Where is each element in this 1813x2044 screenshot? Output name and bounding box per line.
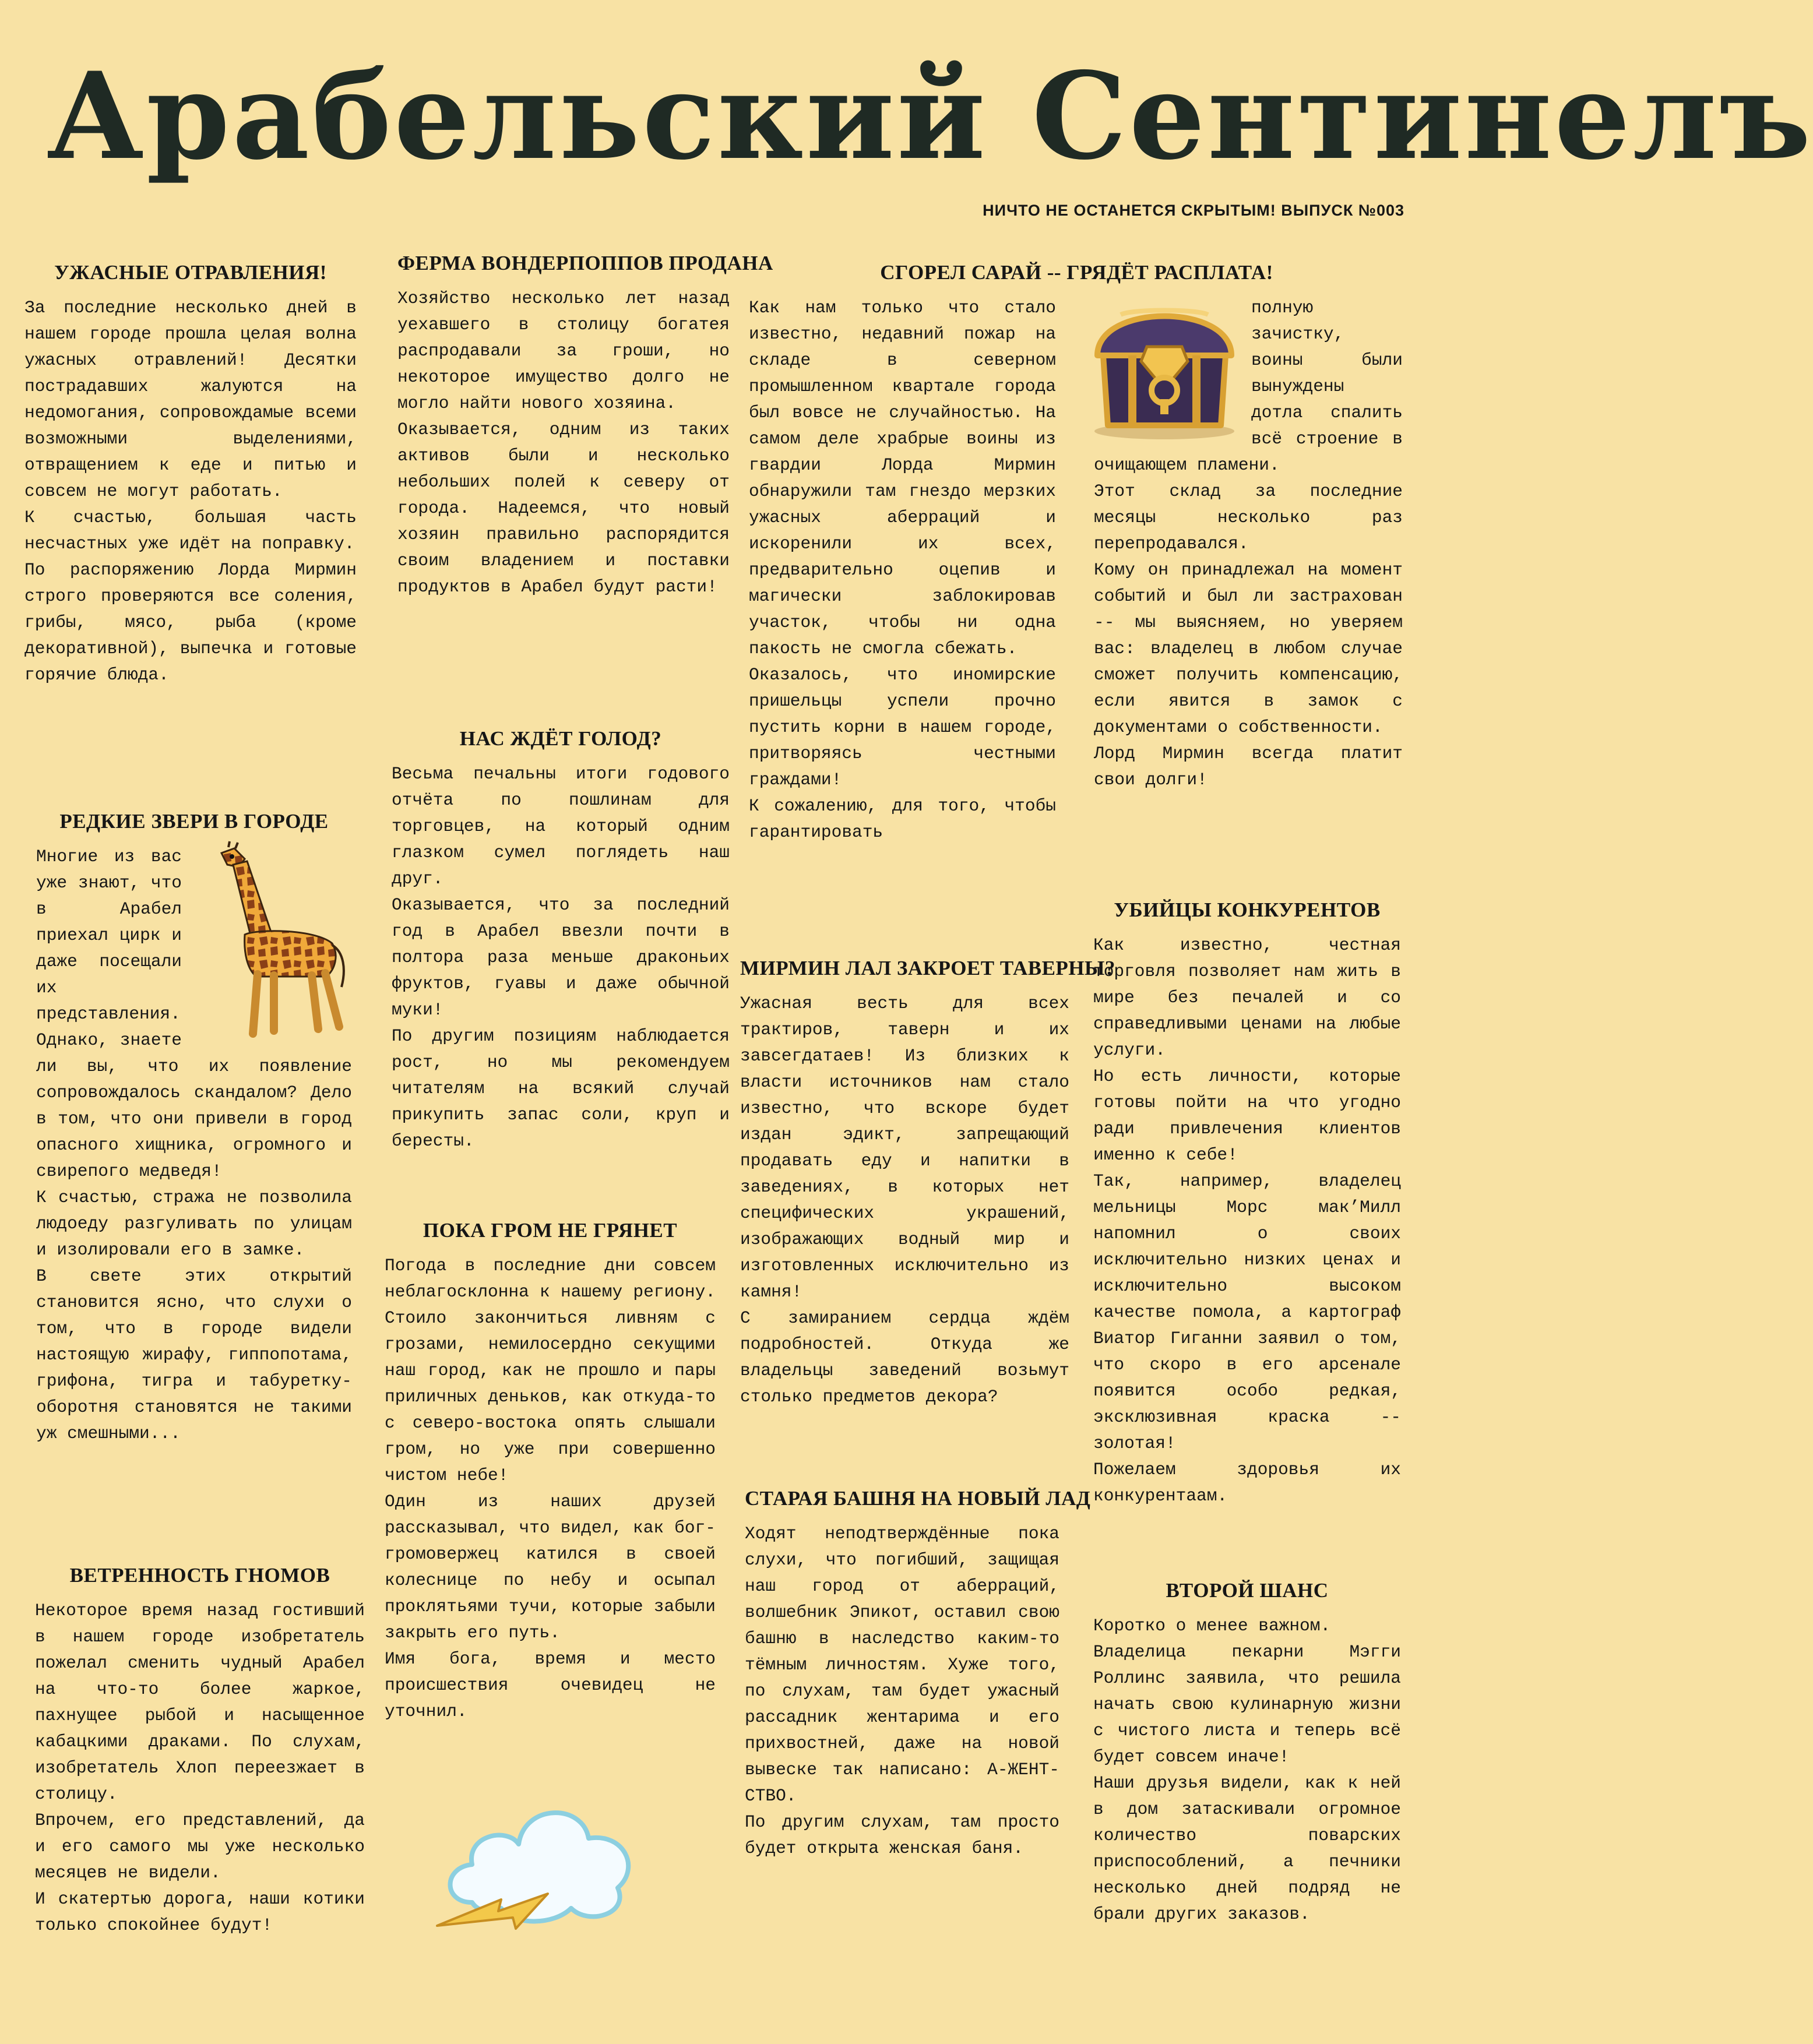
article-body xyxy=(745,1521,1059,1862)
paragraph: За последние несколько дней в нашем городе прошла целая волна ужасных отравлений! Десятки пострадавших жалуются на недомогания, сопровождамые всеми возможными выделениями, отвращением к еде и питью и совсем не могут работать. xyxy=(24,298,357,501)
paragraph: Оказывается, одним из таких активов были и несколько небольших полей к северу от города. Надеемся, что новый хозяин правильно распорядится своим владением и поставки продуктов в Арабел будут расти! xyxy=(397,420,730,597)
paragraph: И скатертью дорога, наши котики только спокойнее будут! xyxy=(35,1889,365,1935)
paragraph: С замиранием сердца ждём подробностей. Откуда же владельцы заведений возьмут столько предметов декора? xyxy=(740,1308,1069,1407)
paragraph: К сожалению, для того, чтобы гарантировать xyxy=(749,796,1056,842)
article-title: УЖАСНЫЕ ОТРАВЛЕНИЯ! xyxy=(54,261,327,284)
paragraph: Погода в последние дни совсем неблагосклонна к нашему региону. Стоило закончиться ливням с грозами, немилосердно секущими наш город, как не прошло и пары приличных деньков, как откуда-то с северо-востока опять слышали гром, но уже при совершенно чистом небе! xyxy=(385,1256,716,1485)
article-body xyxy=(740,991,1069,1410)
article-title: МИРМИН ЛАЛ ЗАКРОЕТ ТАВЕРНЫ? xyxy=(740,957,1115,979)
article-body xyxy=(749,295,1056,845)
paragraph: Пожелаем здоровья их конкурентаам. xyxy=(1093,1460,1401,1506)
paragraph: Один из наших друзей рассказывал, что видел, как бог-громовержец катился в своей колеснице по небу и осыпал проклятьями тучи, которые забыли закрыть его путь. xyxy=(385,1492,716,1643)
article-killers xyxy=(1093,898,1401,1509)
paragraph: Как известно, честная торговля позволяет нам жить в мире без печалей и со справедливыми ценами на любые услуги. xyxy=(1093,935,1401,1060)
paragraph: Кому он принадлежал на момент событий и был ли застрахован -- мы выясняем, но уверяем вас: владелец в любом случае сможет получить компенсацию, если явится в замок с документами о собственности. xyxy=(1094,560,1403,737)
paragraph: В свете этих открытий становится ясно, что слухи о том, что в городе видели настоящую жирафу, гиппопотама, грифона, тигра и табуретку-оборотня становятся не такими уж смешными... xyxy=(36,1266,352,1443)
paragraph: Имя бога, время и место происшествия очевидец не уточнил. xyxy=(385,1649,716,1721)
paragraph: Этот склад за последние месяцы несколько раз перепродавался. xyxy=(1094,481,1403,554)
article-body xyxy=(35,1598,365,1939)
paragraph: полную зачистку, воины были вынуждены дотла спалить всё строение в очищающем пламени. xyxy=(1094,298,1403,475)
article-taverns xyxy=(740,957,1115,1410)
article-second-chance xyxy=(1093,1579,1401,1927)
paragraph: По распоряжению Лорда Мирмин строго проверяются все соления, грибы, мясо, рыба (кроме декоративной), выпечка и готовые горячие блюда. xyxy=(24,560,357,685)
article-tower xyxy=(745,1487,1091,1862)
paragraph: Оказалось, что иномирские пришельцы успели прочно пустить корни в нашем городе, притворяясь честными граждами! xyxy=(749,665,1056,790)
paragraph: По другим позициям наблюдается рост, но мы рекомендуем читателям на всякий случай прикупить запас соли, круп и бересты. xyxy=(392,1026,730,1151)
article-rare-beasts xyxy=(36,810,352,1447)
article-title: СГОРЕЛ САРАЙ -- ГРЯДЁТ РАСПЛАТА! xyxy=(880,261,1273,284)
paragraph: Некоторое время назад гостивший в нашем городе изобретатель пожелал сменить чудный Арабел на что-то более жаркое, пахнущее рыбой и насыщенное кабацкими драками. По слухам, изобретатель Хлоп переезжает в столицу. xyxy=(35,1601,365,1804)
article-title: УБИЙЦЫ КОНКУРЕНТОВ xyxy=(1114,898,1381,921)
paragraph: К счастью, стража не позволила людоеду разгуливать по улицам и изолировали его в замке. xyxy=(36,1187,352,1260)
paragraph: Наши друзья видели, как к ней в дом затаскивали огромное количество поварских приспособлений, а печники несколько дней подряд не брали других заказов. xyxy=(1093,1773,1401,1924)
article-body xyxy=(1093,932,1401,1509)
paragraph: Ужасная весть для всех трактиров, таверн и их завсегдатаев! Из близких к власти источников нам стало известно, что вскоре будет издан эдикт, запрещающий продавать еду и напитки в заведениях, в которых нет специфических украшений, изображающих водный мир и изготовленных исключительно из камня! xyxy=(740,993,1069,1302)
paragraph: Как нам только что стало известно, недавний пожар на складе в северном промышленном квартале города был вовсе не случайностью. На самом деле храбрые воины из гвардии Лорда Мирмин обнаружили там гнездо мерзких ужасных аберраций и искоренили их всех, предварительно оцепив и магически заблокировав участок, чтобы ни одна пакость не смогла сбежать. xyxy=(749,298,1056,658)
paragraph: Владелица пекарни Мэгги Роллинс заявила, что решила начать свою кулинарную жизни с чистого листа и теперь всё будет совсем иначе! xyxy=(1093,1642,1401,1767)
article-poisoning xyxy=(24,261,357,688)
article-title: СТАРАЯ БАШНЯ НА НОВЫЙ ЛАД xyxy=(745,1487,1091,1510)
article-famine xyxy=(392,727,730,1154)
issue-line: НИЧТО НЕ ОСТАНЕТСЯ СКРЫТЫМ! ВЫПУСК №003 xyxy=(983,202,1404,219)
article-body xyxy=(385,1253,716,1725)
giraffe-icon xyxy=(186,841,355,1039)
article-title: ФЕРМА ВОНДЕРПОППОВ ПРОДАНА xyxy=(397,252,773,274)
article-title: ПОКА ГРОМ НЕ ГРЯНЕТ xyxy=(423,1219,678,1242)
article-thunder xyxy=(385,1219,716,1725)
paragraph: Многие из вас уже знают, что в Арабел приехал цирк и даже посещали их представления. xyxy=(36,847,182,1024)
paragraph: Весьма печальны итоги годового отчёта по пошлинам для торговцев, на который одним глазком сумел поглядеть наш друг. xyxy=(392,764,730,889)
article-title: ВЕТРЕННОСТЬ ГНОМОВ xyxy=(69,1564,330,1587)
paragraph: К счастью, большая часть несчастных уже идёт на поправку. xyxy=(24,508,357,554)
paragraph: Ходят неподтверждённые пока слухи, что погибший, защищая наш город от аберраций, волшебник Эпикот, оставил свою башню в наследство каким-то тёмным личностям. Хуже того, по слухам, там будет ужасный рассадник жентарима и его прихвостней, даже на новой вывеске так написано: А-ЖЕНТ-СТВО. xyxy=(745,1524,1059,1806)
paragraph: Однако, знаете ли вы, что их появление сопровождалось скандалом? Дело в том, что они привели в город опасного хищника, огромного и свирепого медведя! xyxy=(36,1030,352,1181)
article-body xyxy=(36,844,352,1447)
paragraph: По другим слухам, там просто будет открыта женская баня. xyxy=(745,1812,1059,1858)
article-body xyxy=(24,295,357,688)
article-body xyxy=(397,286,730,600)
article-barn xyxy=(749,261,1404,842)
paragraph: Но есть личности, которые готовы пойти на что угодно ради привлечения клиентов именно к себе! xyxy=(1093,1066,1401,1165)
article-body xyxy=(392,761,730,1154)
paragraph: Лорд Мирмин всегда платит свои долги! xyxy=(1094,743,1403,790)
paragraph: Впрочем, его представлений, да и его самого мы уже несколько месяцев не видели. xyxy=(35,1810,365,1883)
paragraph: Так, например, владелец мельницы Морс мак’Милл напомнил о своих исключительно низких ценах и исключительно высоком качестве помола, а картограф Виатор Гиганни заявил о том, что скоро в его арсенале появится особо редкая, эксклюзивная краска -- золотая! xyxy=(1093,1171,1401,1453)
article-title: ВТОРОЙ ШАНС xyxy=(1166,1579,1329,1602)
thundercloud-icon xyxy=(431,1780,653,1937)
treasure-chest-icon xyxy=(1086,291,1243,443)
article-body-continued xyxy=(1094,295,1403,793)
article-gnomes xyxy=(35,1564,365,1939)
article-body xyxy=(1093,1613,1401,1927)
paragraph: Коротко о менее важном. xyxy=(1093,1616,1331,1636)
newspaper-title: Арабельский Сентинелъ xyxy=(47,47,1813,186)
article-farm xyxy=(397,252,773,600)
paragraph: Оказывается, что за последний год в Арабел ввезли почти в полтора раза меньше драконьих фруктов, гуавы и даже обычной муки! xyxy=(392,895,730,1020)
paragraph: Хозяйство несколько лет назад уехавшего в столицу богатея распродавали за гроши, но некоторое имущество долго не могло найти нового хозяина. xyxy=(397,288,730,413)
article-title: НАС ЖДЁТ ГОЛОД? xyxy=(459,727,662,750)
article-title: РЕДКИЕ ЗВЕРИ В ГОРОДЕ xyxy=(59,810,329,833)
